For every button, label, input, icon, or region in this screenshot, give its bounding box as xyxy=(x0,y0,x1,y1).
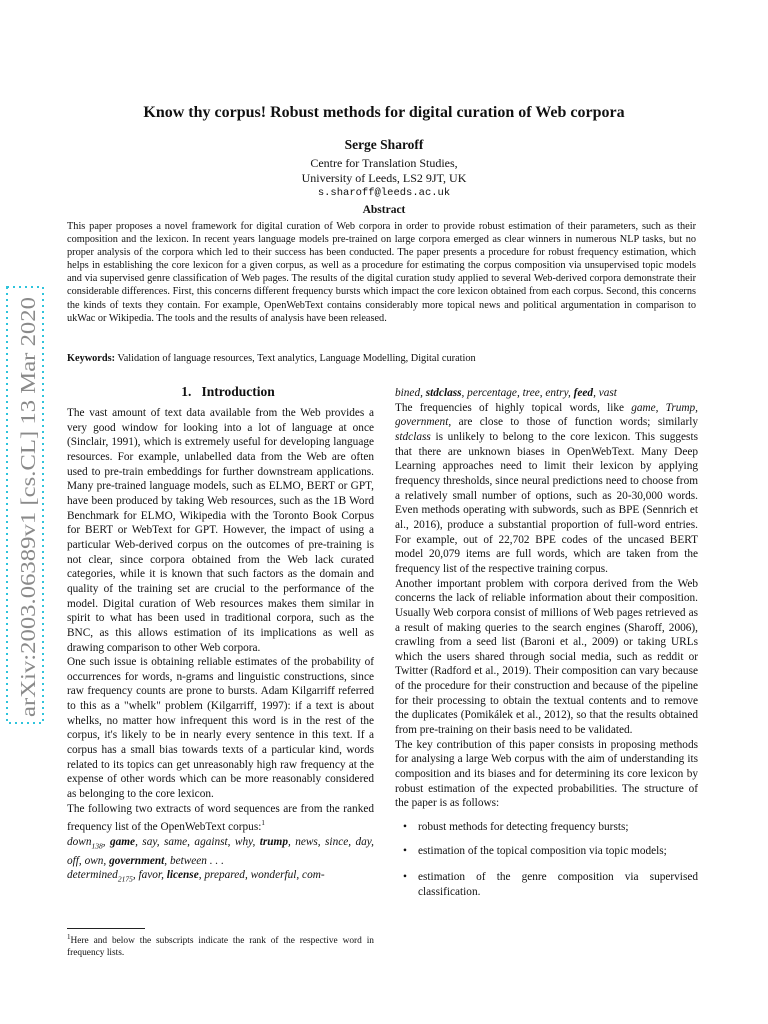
paper-title: Know thy corpus! Robust methods for digital curation of Web corpora xyxy=(143,104,625,121)
section-title: Introduction xyxy=(201,384,275,399)
bullet-icon: • xyxy=(403,821,407,834)
intro-paragraph-2: One such issue is obtaining reliable estimates of the probability of occurrences for words, n-grams and linguistic constructions, since raw frequency counts are prone to bursts. Adam Kilgarriff referred to this as a "whelk" problem (Kilgarriff, 1997): if a text is about whelks, no matter how infrequent this word is in the rest of the corpus, it's likely to be in nearly every sentence in this text. If a corpus has a small bias towards texts of a particular kind, words related to its topics can get unreasonably high raw frequency at the expense of other words which can be more reasonably considered as belonging to the core lexicon. xyxy=(67,656,374,801)
footnote-ref: 1 xyxy=(261,819,265,828)
author-affiliation xyxy=(60,156,708,201)
intro-paragraph-3-text: The following two extracts of word sequences are from the ranked frequency list of the OpenWebText corpus: xyxy=(67,802,374,834)
footnote xyxy=(67,931,374,959)
abstract-heading: Abstract xyxy=(362,204,406,216)
abstract-text: This paper proposes a novel framework for digital curation of Web corpora in order to provide robust estimation of their parameters, such as their composition and the lexicon. In recent years language models pre-trained on large corpora emerged as clear winners in numerous NLP tasks, but no proper analysis of the corpora which led to their success has been conducted. The paper presents a procedure for robust frequency estimation, which helps in establishing the core lexicon for a given corpus, as well as a procedure for estimating the corpus composition via unsupervised topic models and via supervised genre classification of Web pages. The results of the digital curation study applied to several Web-derived corpora demonstrate their considerable differences. First, this concerns different frequency bursts which impact the core lexicon obtained from each corpus. Second, this concerns the kinds of texts they contain. For example, OpenWebText contains considerably more topical news and political argumentation in comparison to ukWac or Wikipedia. The tools and the results of analysis have been released. xyxy=(67,221,696,324)
section-number: 1. xyxy=(181,384,192,399)
author-name: Serge Sharoff xyxy=(344,137,424,152)
list-item: • estimation of the topical composition via topic models; xyxy=(403,844,667,857)
bullet-icon: • xyxy=(403,871,407,884)
affiliation-line-1: Centre for Translation Studies, xyxy=(310,156,458,170)
right-paragraph-1: The frequencies of highly topical words, like game, Trump, government, are close to those of function words; similarly stdclass is unlikely to belong to the core lexicon. This suggests that there are unknown biases in OpenWebText. Many Deep Learning approaches need to limit their lexicon by applying frequency thresholds, since neural predictions need to choose from a relatively small number of options, such as 20-30,000 words. Even methods operating with subwords, such as BPE (Sennrich et al., 2016), produce a substantial proportion of full-word entries. For example, out of 22,702 BPE codes of the uncased BERT model 20,079 items are full words, which are taken from the frequency list of the respective training corpus. xyxy=(395,401,698,575)
right-paragraph-3: The key contribution of this paper consists in proposing methods for analysing a large Web corpus with the aim of understanding its composition and its biases and for determining its core lexicon by robust estimation of the expected probabilities. The structure of the paper is as follows: xyxy=(395,738,698,810)
keywords-line xyxy=(67,353,696,364)
arxiv-sidebar-stamp xyxy=(5,285,45,725)
section-heading-introduction xyxy=(67,384,389,400)
bullet-icon: • xyxy=(403,844,407,857)
keywords-label: Keywords: xyxy=(67,353,116,364)
frequency-extract-2-continued: bined, stdclass, percentage, tree, entry, feed, vast xyxy=(395,387,617,399)
frequency-extract-2: determined$_{2175}$, favor, license, prepared, wonderful, com- xyxy=(67,869,325,884)
footnote-mark: 1 xyxy=(67,933,71,941)
intro-paragraph-3 xyxy=(67,802,374,835)
keywords-text: Validation of language resources, Text analytics, Language Modelling, Digital curation xyxy=(115,353,476,364)
intro-paragraph-1: The vast amount of text data available from the Web provides a very good window for looking into a lot of language at once (Sinclair, 1991), which is extremely useful for developing language resources. For example, unlabelled data from the Web are often used to pre-train embeddings for further downstream applications. Many pre-trained language models, such as ELMO, BERT or GPT, have been produced by taking Web resources, such as the 1B Word Benchmark for ELMO, Wikipedia with the Toronto Book Corpus for BERT or WebText for GPT. However, the impact of using a particular Web-derived corpus on the outcomes of pre-training is not clear, since corpora obtained from the Web lack curated categories, while it is known that such factors as the domain and quality of the training set are crucial to the performance of the model. Digital curation of Web resources makes them similar in spirit to what has been used in traditional corpora, such as the BNC, as this allows estimation of its implications as well as drawing comparison to other Web corpora. xyxy=(67,407,374,654)
affiliation-line-2: University of Leeds, LS2 9JT, UK xyxy=(301,171,467,185)
list-item: • estimation of the genre composition via supervised classification. xyxy=(403,871,698,898)
left-column xyxy=(67,406,374,887)
frequency-extract-1: down$_{138}$, game, say, same, against, why, trump, news, since, day, off, own, government, between . . . xyxy=(67,835,374,867)
footnote-rule xyxy=(67,928,145,929)
right-paragraph-2: Another important problem with corpora derived from the Web concerns the lack of reliable information about their composition. Usually Web corpora consist of millions of Web pages retrieved as a result of making queries to the search engines (Sharoff, 2006), crawling from a seed list (Baroni et al., 2009) or taking URLs which the users shared through social media, such as reddit or Twitter (Radford et al., 2019). Their composition can vary because of the procedure for their construction and because of the pipeline for their processing to obtain the textual contents and to remove the duplicates (Pomikálek et al., 2012), so that the results obtained from pre-training on their basis need to be validated. xyxy=(395,577,698,737)
arxiv-id: arXiv:2003.06389v1 [cs.CL] 13 Mar 2020 xyxy=(16,351,40,717)
contribution-list xyxy=(395,820,698,900)
footnote-text: Here and below the subscripts indicate the rank of the respective word in frequency lists. xyxy=(67,936,374,959)
right-column xyxy=(395,386,698,900)
list-item: • robust methods for detecting frequency bursts; xyxy=(403,821,629,834)
author-email: s.sharoff@leeds.ac.uk xyxy=(317,187,451,199)
